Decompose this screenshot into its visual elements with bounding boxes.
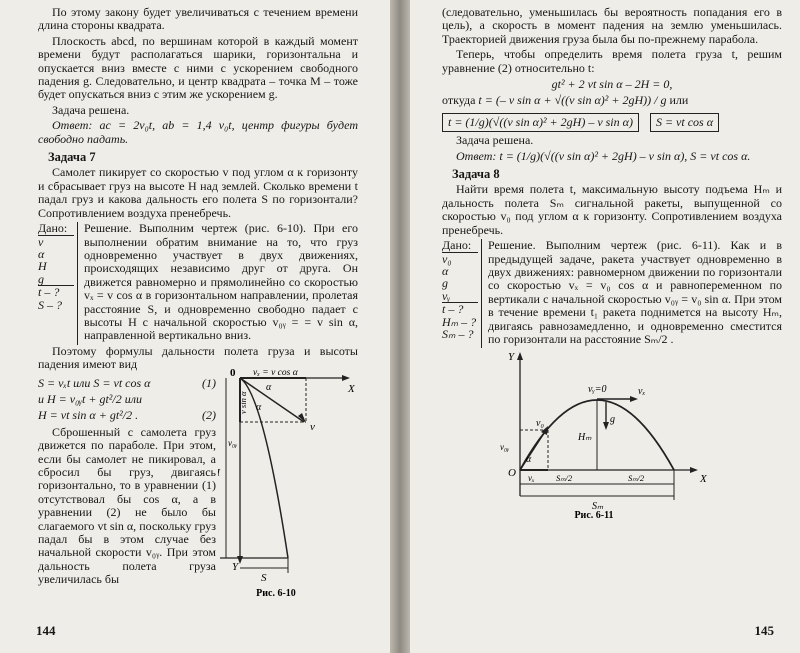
formula-2 xyxy=(38,409,216,422)
page-number-right: 145 xyxy=(754,623,774,638)
solved-text: Задача решена. xyxy=(52,102,130,117)
vsin-label: v sin α xyxy=(238,391,248,414)
g-label: g xyxy=(610,414,615,426)
right-cont-text: (следовательно, уменьшилась бы вероятность попадания его в цель), а скорость в момент падения на землю уменьшилась. Траекторией движения груза была бы по-прежнему парабола. xyxy=(442,5,782,46)
page-number-left: 144 xyxy=(36,623,56,638)
formula-1-text: S = vₓt или S = vt cos α xyxy=(38,375,151,390)
formula-2-number: (2) xyxy=(202,408,216,423)
h-label xyxy=(218,467,221,479)
given-var: v xyxy=(38,234,44,249)
sm2-label-a: Sₘ/2 xyxy=(556,473,573,484)
formula-and: и H = v₀ᵧt + gt²/2 или xyxy=(38,391,142,406)
sm-label: Sₘ xyxy=(592,501,604,513)
quadratic-equation: gt² + 2 vt sin α – 2H = 0, xyxy=(551,77,673,92)
left-para-1: По этому закону будет увеличиваться с течением времени длина стороны квадрата. xyxy=(38,5,358,33)
x-label-r: X xyxy=(700,473,707,486)
o-label: O xyxy=(508,467,516,480)
given-vars xyxy=(38,222,78,345)
g-arrow-head xyxy=(603,422,609,430)
given-var: vᵧ xyxy=(442,290,478,303)
vy0-label: vᵧ=0 xyxy=(588,384,607,396)
v0y-label: v₀ᵧ xyxy=(500,442,510,453)
boxed-s: S = vt cos α xyxy=(650,113,719,132)
hm-label: Hₘ xyxy=(578,432,592,444)
task-8-text: Найти время полета t, максимальную высоту подъема Hₘ и дальность полета Sₘ сигнальной ракеты, выпущенной со скоростью v₀ под углом α к горизонту. Сопротивлением воздуха пренебречь. xyxy=(442,182,782,237)
find-var: Sₘ – ? xyxy=(442,326,474,341)
boxed-results xyxy=(442,111,782,134)
right-page xyxy=(410,0,800,653)
figure-side-text xyxy=(38,374,216,589)
alpha-label-r: α xyxy=(526,454,532,466)
v-arrow xyxy=(240,378,304,422)
solution-text: Решение. Выполним чертеж (рис. 6-10). При его выполнении обратим внимание на то, что груз одновременно участвует в двух движениях, происходящих независимо друг от друга. Он движется равномерно и прямолинейно со скоростью vₓ = v cos α в горизонтальном направлении, пролетая расстояние S, и одновременно свободно падает с высоты H с начальной скоростью v₀ᵧ = = v sin α, направленной вертикально вниз. xyxy=(84,221,358,343)
given-var: α xyxy=(38,246,45,261)
given-var: g xyxy=(38,273,74,286)
or-label: или xyxy=(669,93,689,108)
right-solved: Задача решена. xyxy=(456,133,534,148)
x-axis-arrow xyxy=(342,375,350,381)
given-label-8: Дано: xyxy=(442,239,478,252)
sm2-label-b: Sₘ/2 xyxy=(628,473,645,484)
right-answer: Ответ: t = (1/g)(√((v sin α)² + 2gH) – v sin α), S = vt cos α. xyxy=(456,148,751,163)
whence-line xyxy=(442,94,782,107)
origin-label: 0 xyxy=(230,367,236,379)
find-var: Hₘ – ? xyxy=(442,314,477,329)
boxed-t: t = (1/g)(√((v sin α)² + 2gH) – v sin α) xyxy=(442,113,639,132)
vx-label: vₓ = v cos α xyxy=(253,367,298,378)
vx-top-head xyxy=(630,396,638,402)
find-var: t – ? xyxy=(38,285,60,300)
alpha2-label: α xyxy=(256,401,262,413)
x-label: X xyxy=(348,382,355,395)
alpha-label: α xyxy=(266,381,272,393)
given-var: α xyxy=(442,263,449,278)
voy-label: v₀ᵧ xyxy=(228,437,238,448)
left-page xyxy=(0,0,391,653)
given-block-8 xyxy=(442,239,782,348)
given-vars-8 xyxy=(442,239,482,348)
figure-row xyxy=(38,367,358,598)
find-var: S – ? xyxy=(38,297,62,312)
find-var: t – ? xyxy=(442,302,464,317)
given-var: g xyxy=(442,276,448,291)
v-label: v xyxy=(310,420,315,433)
y-label-r: Y xyxy=(508,351,515,364)
figure-caption: Рис. 6-10 xyxy=(256,587,296,598)
body-text: Сброшенный с самолета груз движется по параболе. При этом, если бы самолет не пикировал, а сбросил бы груз, двигаясь горизонтально, то в уравнении (1) отсутствовал бы cos α, а в уравнении (2) не было бы слагаемого vt sin α, поскольку груз падал бы в этом случае без начальной скорости v₀ᵧ. При этом дальность полета груза увеличилась бы xyxy=(38,424,216,587)
right-now-text: Теперь, чтобы определить время полета груза t, решим уравнение (2) относительно t: xyxy=(442,47,782,75)
y-axis-arrow-r xyxy=(517,352,523,360)
v0-label: v₀ xyxy=(536,418,544,430)
given-block xyxy=(38,222,358,345)
whence-label: откуда xyxy=(442,93,476,108)
vx-top-label: vₓ xyxy=(638,386,646,398)
formula-2-text: H = vt sin α + gt²/2 . xyxy=(38,408,139,423)
left-column xyxy=(38,6,358,598)
task-7-title: Задача 7 xyxy=(48,150,96,165)
v0-arrow xyxy=(520,430,546,470)
vx-bottom-label: vₓ xyxy=(528,473,535,484)
book-gutter xyxy=(390,0,410,653)
s-label: S xyxy=(261,571,267,584)
formula-1-number: (1) xyxy=(202,375,216,390)
figure-6-10 xyxy=(218,368,358,598)
given-var: v₀ xyxy=(442,251,452,266)
task-7-text: Самолет пикирует со скоростью v под углом α к горизонту и сбрасывает груз на высоте H над землей. Сколько времени t падал груз и какова дальность его полета S по горизонтали? Сопротивлением воздуха пренебречь. xyxy=(38,165,358,220)
right-column xyxy=(442,6,782,522)
given-var: H xyxy=(38,259,47,274)
given-label: Дано: xyxy=(38,222,74,235)
answer-text: Ответ: ac = 2v₀t, ab = 1,4 v₀t, центр фигуры будет свободно падать. xyxy=(38,118,358,146)
whence-formula: t = (– v sin α + √((v sin α)² + 2gH)) / g xyxy=(478,93,667,108)
task-8-title: Задача 8 xyxy=(452,167,500,182)
left-para-2: Плоскость abcd, по вершинам которой в каждый момент времени будут располагаться шарики, горизонтальна и опускается вниз вместе с ними с ускорением свободного падения g. Следовательно, и центр квадрата – точка M – тоже будет опускаться вниз с этим же ускорением g. xyxy=(38,33,358,102)
x-axis-arrow-r xyxy=(690,467,698,473)
solution-8-text: Решение. Выполним чертеж (рис. 6-11). Как и в предыдущей задаче, ракета участвует одновременно в двух движениях: равномерном движении по горизонтали со скоростью vₓ = v₀ cos α и равнопеременном по вертикали с начальной скоростью v₀ᵧ = v₀ sin α. При этом в течение времени t₁ ракета поднимется на высоту Hₘ, двигаясь равнозамедленно, и одновременно сместится по горизонтали на расстояние Sₘ/2 . xyxy=(488,238,782,346)
formulas-intro: Поэтому формулы дальности полета груза и высоты падения имеют вид xyxy=(38,343,358,372)
formula-1 xyxy=(38,377,216,390)
figure-caption-r: Рис. 6-11 xyxy=(574,510,614,519)
y-label: Y xyxy=(232,560,239,573)
figure-6-11 xyxy=(442,350,772,518)
